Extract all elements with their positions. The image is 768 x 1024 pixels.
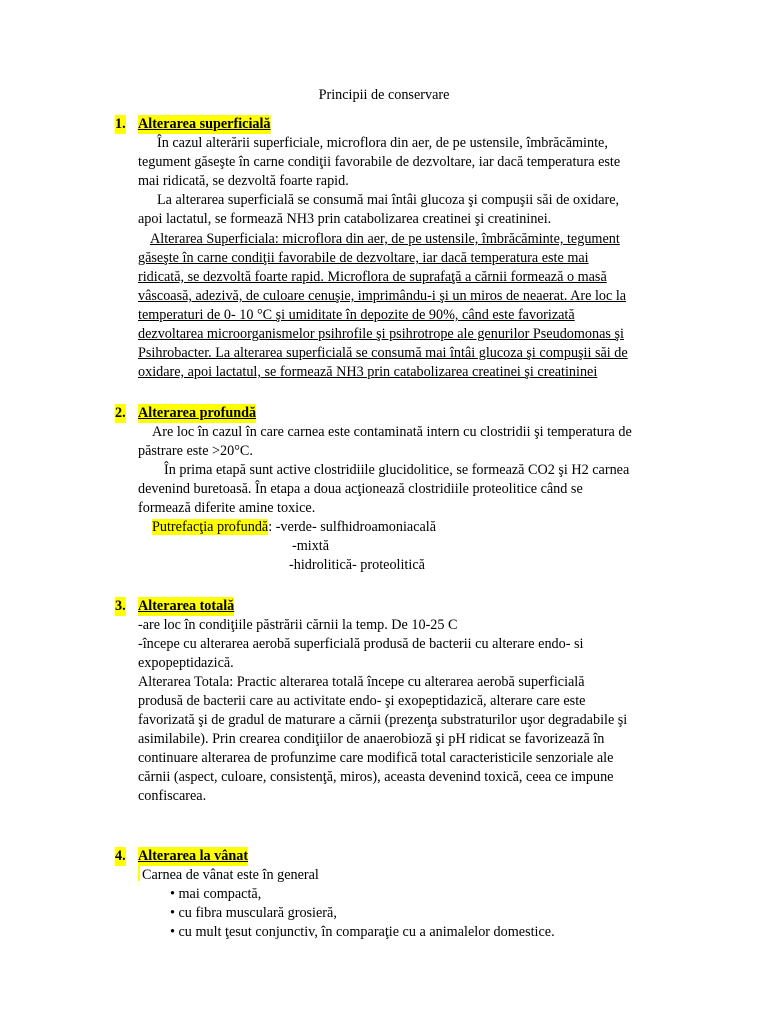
- section-1-number: 1.: [115, 116, 126, 132]
- s1-line: În cazul alterării superficiale, microflora din aer, de pe ustensile, îmbrăcăminte,: [157, 135, 608, 151]
- s3-line: cărnii (aspect, culoare, consistenţă, miros), aceasta devenind toxică, ceea ce impune: [138, 769, 614, 785]
- s1-underlined-line: Psihrobacter. La alterarea superficială se consumă mai întâi glucoza şi compuşii săi de: [138, 345, 628, 361]
- s4-bullet: • cu fibra musculară grosieră,: [170, 905, 337, 921]
- putrefaction-item: : -verde- sulfhidroamoniacală: [268, 519, 437, 535]
- s3-line: Alterarea Totala: Practic alterarea totală începe cu alterarea aerobă superficială: [138, 674, 585, 690]
- s4-intro: Carnea de vânat este în general: [142, 867, 319, 883]
- section-4-heading: Alterarea la vânat: [138, 848, 249, 864]
- s1-underlined-line: temperaturi de 0- 10 °C şi umiditate în depozite de 90%, când este favorizată: [138, 307, 575, 323]
- s4-bullet: • mai compactă,: [170, 886, 262, 902]
- section-3-heading: Alterarea totală: [138, 598, 235, 614]
- s3-line: favorizată şi de gradul de maturare a cărnii (prezenţa substraturilor uşor degradabile şi: [138, 712, 628, 728]
- page-title: Principii de conservare: [318, 87, 450, 103]
- s1-underlined-line: ridicată, se dezvoltă foarte rapid. Microflora de suprafaţă a cărnii formează o masă: [138, 269, 607, 285]
- putrefaction-item: -hidrolitică- proteolitică: [289, 557, 425, 573]
- s1-line: apoi lactatul, se formează NH3 prin catabolizarea creatinei şi creatininei.: [138, 211, 552, 227]
- s1-underlined-line: găseşte în carne condiţii favorabile de dezvoltare, iar dacă temperatura este mai: [138, 250, 589, 266]
- s2-line: păstrare este >20°C.: [138, 443, 253, 459]
- s2-line: devenind buretoasă. În etapa a doua acţionează clostridiile proteolitice când se: [138, 481, 583, 497]
- putrefaction-row: [152, 518, 436, 537]
- s4-bullet: • cu mult ţesut conjunctiv, în comparaţie cu a animalelor domestice.: [170, 924, 555, 940]
- s3-line: confiscarea.: [138, 788, 207, 804]
- s3-line: expopeptidazică.: [138, 655, 234, 671]
- section-1-heading: Alterarea superficială: [138, 116, 271, 132]
- text-cursor-marker: [138, 866, 140, 881]
- s2-line: În prima etapă sunt active clostridiile glucidolitice, se formează CO2 şi H2 carnea: [164, 462, 630, 478]
- s4-intro-row: [138, 866, 319, 885]
- s2-line: formează diferite amine toxice.: [138, 500, 316, 516]
- section-3-number: 3.: [115, 598, 126, 614]
- s1-line: tegument găseşte în carne condiţii favorabile de dezvoltare, iar dacă temperatura este: [138, 154, 621, 170]
- s3-line: -începe cu alterarea aerobă superficială produsă de bacterii cu alterare endo- si: [138, 636, 584, 652]
- s1-underlined-line: Alterarea Superficiala: microflora din aer, de pe ustensile, îmbrăcăminte, tegument: [150, 231, 620, 247]
- s1-underlined-line: dezvoltarea microorganismelor psihrofile şi psihrotrope ale genurilor Pseudomonas şi: [138, 326, 624, 342]
- s3-line: continuare alterarea de profunzime care modifică total caracteristicile senzoriale ale: [138, 750, 614, 766]
- s1-line: mai ridicată, se dezvoltă foarte rapid.: [138, 173, 349, 189]
- s3-line: -are loc în condiţiile păstrării cărnii la temp. De 10-25 C: [138, 617, 458, 633]
- s1-underlined-line: vâscoasă, adezivă, de culoare cenuşie, imprimându-i şi un miros de neaerat. Are loc la: [138, 288, 627, 304]
- s1-underlined-line: oxidare, apoi lactatul, se formează NH3 prin catabolizarea creatinei şi creatininei: [138, 364, 598, 380]
- section-4-number: 4.: [115, 848, 126, 864]
- section-2-number: 2.: [115, 405, 126, 421]
- s3-line: asimilabile). Prin crearea condiţiilor de anaerobioză şi pH ridicat se favorizează în: [138, 731, 605, 747]
- s2-line: Are loc în cazul în care carnea este contaminată intern cu clostridii şi temperatura de: [152, 424, 632, 440]
- s1-line: La alterarea superficială se consumă mai întâi glucoza şi compuşii săi de oxidare,: [157, 192, 620, 208]
- putrefaction-item: -mixtă: [292, 538, 330, 554]
- putrefaction-label: Putrefacţia profundă: [152, 519, 269, 535]
- section-2-heading: Alterarea profundă: [138, 405, 257, 421]
- s3-line: produsă de bacterii care au activitate endo- şi exopeptidazică, alterare care este: [138, 693, 586, 709]
